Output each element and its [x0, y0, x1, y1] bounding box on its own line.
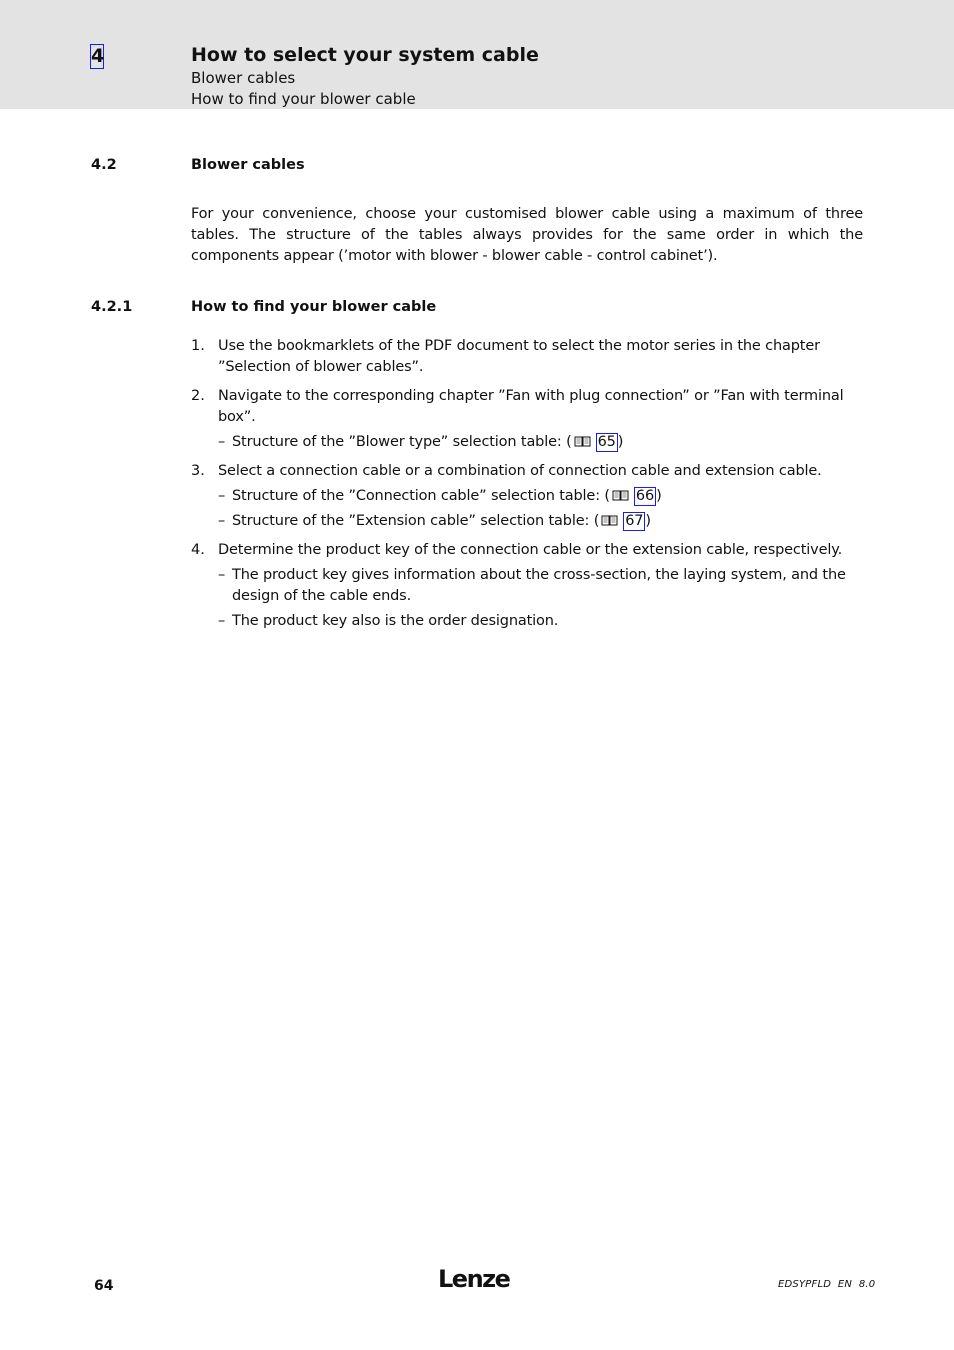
- close-paren: ): [645, 513, 651, 529]
- sub-item-text: Structure of the ”Extension cable” selection table: (: [232, 513, 600, 529]
- step-text: Determine the product key of the connection cable or the extension cable, respectively.: [218, 542, 843, 558]
- dash-bullet: –: [218, 567, 226, 583]
- close-paren: ): [656, 488, 662, 504]
- list-item: [191, 386, 863, 453]
- step-text: Select a connection cable or a combination of connection cable and extension cable.: [218, 463, 822, 479]
- dash-bullet: –: [218, 513, 226, 529]
- book-icon: [601, 514, 618, 526]
- page-reference-link[interactable]: 66: [635, 488, 655, 504]
- sub-item-text: Structure of the ”Connection cable” selection table: (: [232, 488, 610, 504]
- page-reference-link[interactable]: 67: [625, 513, 644, 529]
- sub-item: [218, 432, 863, 453]
- page-reference-link[interactable]: 65: [597, 434, 616, 450]
- list-item: [191, 540, 863, 632]
- book-icon: [612, 489, 629, 501]
- dash-bullet: –: [218, 488, 226, 504]
- step-number: 2.: [191, 388, 205, 404]
- header-subtitle-subsection: How to find your blower cable: [191, 90, 416, 108]
- subsection-title: How to find your blower cable: [191, 299, 437, 315]
- close-paren: ): [617, 434, 624, 450]
- dash-bullet: –: [218, 613, 226, 629]
- subsection-number: 4.2.1: [91, 299, 133, 315]
- sub-item-text: Structure of the ”Blower type” selection table: (: [232, 434, 572, 450]
- step-text: Navigate to the corresponding chapter ”Fan with plug connection” or ”Fan with terminal box”.: [218, 388, 844, 425]
- sub-item: [218, 611, 863, 632]
- list-item: [191, 336, 863, 378]
- sub-item: [218, 511, 863, 532]
- step-number: 4.: [191, 542, 205, 558]
- sub-item-text: The product key gives information about the cross-section, the laying system, and the design of the cable ends.: [232, 567, 846, 604]
- intro-paragraph: For your convenience, choose your customised blower cable using a maximum of three tables. The structure of the tables always provides for the same order in which the components appear (’motor with blower - blower cable - control cabinet’).: [191, 206, 863, 264]
- step-number: 3.: [191, 463, 205, 479]
- book-icon: [574, 435, 591, 447]
- lenze-logo: Lenze: [438, 1265, 510, 1293]
- chapter-number-link[interactable]: 4: [91, 45, 105, 67]
- sub-item-text: The product key also is the order designation.: [232, 613, 559, 629]
- document-code: EDSYPFLD EN 8.0: [778, 1279, 876, 1290]
- section-title: Blower cables: [191, 157, 305, 173]
- sub-item: [218, 565, 863, 607]
- step-number: 1.: [191, 338, 205, 354]
- sub-item: [218, 486, 863, 507]
- dash-bullet: –: [218, 434, 226, 450]
- header-subtitle-section: Blower cables: [191, 69, 296, 87]
- page-number: 64: [94, 1278, 114, 1294]
- header-title: How to select your system cable: [191, 44, 539, 66]
- steps-list: [191, 336, 863, 640]
- step-text: Use the bookmarklets of the PDF document to select the motor series in the chapter ”Selection of blower cables”.: [218, 338, 820, 375]
- list-item: [191, 461, 863, 532]
- section-number: 4.2: [91, 157, 117, 173]
